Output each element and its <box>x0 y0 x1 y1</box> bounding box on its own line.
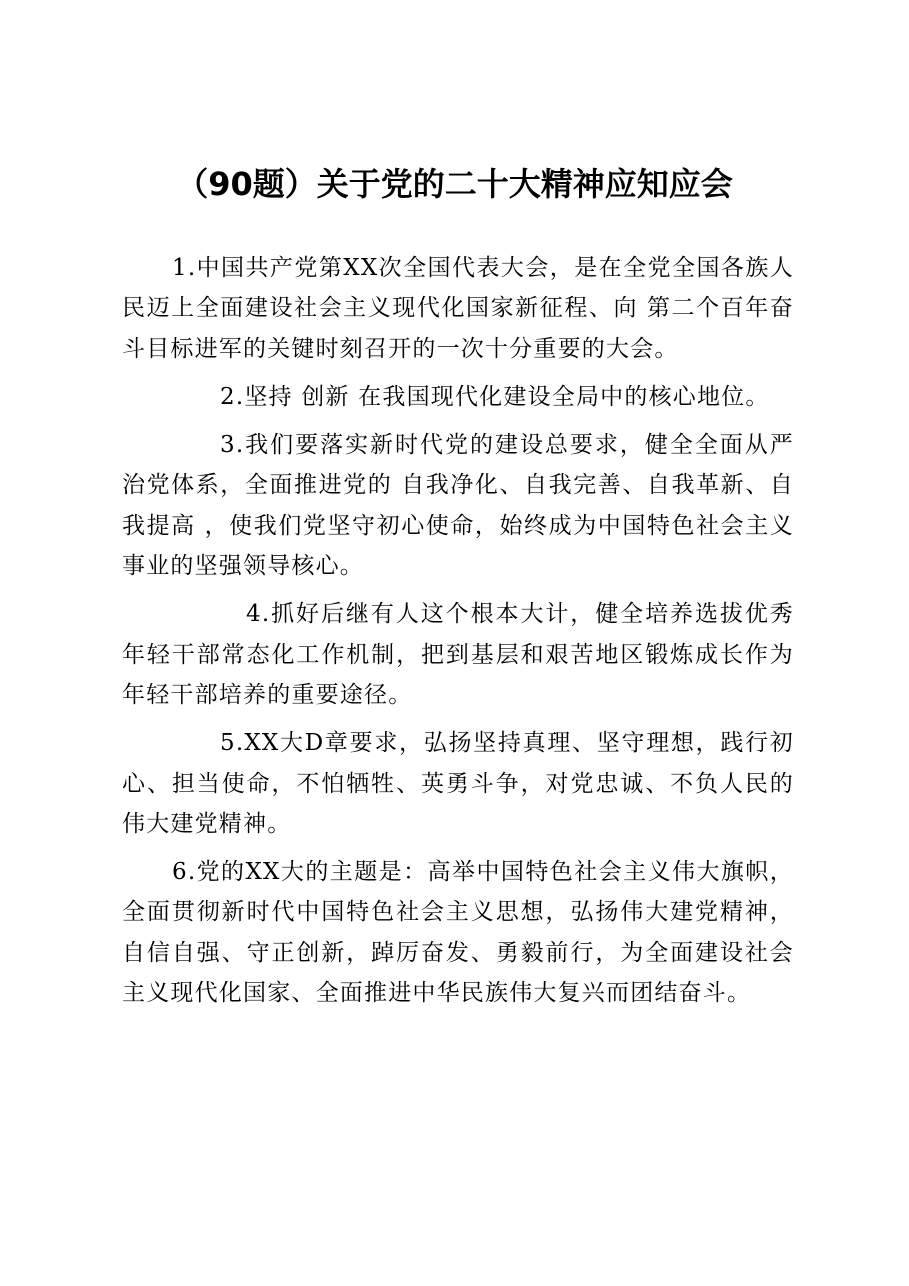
paragraph-4: 4.抓好后继有人这个根本大计，健全培养选拔优秀年轻干部常态化工作机制，把到基层和艰苦地区锻炼成长作为年轻干部培养的重要途径。 <box>122 601 794 708</box>
paragraph-3: 3.我们要落实新时代党的建设总要求，健全全面从严治党体系，全面推进党的 自我净化、自我完善、自我革新、自我提高 ，使我们党坚守初心使命，始终成为中国特色社会主义事业的坚强领导核心。 <box>122 432 794 580</box>
paragraph-6: 6.党的XX大的主题是：高举中国特色社会主义伟大旗帜，全面贯彻新时代中国特色社会主义思想，弘扬伟大建党精神，自信自强、守正创新，踔厉奋发、勇毅前行，为全面建设社会主义现代化国家、全面推进中华民族伟大复兴而团结奋斗。 <box>122 859 794 1007</box>
paragraph-5: 5.XX大D章要求，弘扬坚持真理、坚守理想，践行初心、担当使命，不怕牺牲、英勇斗争，对党忠诚、不负人民的伟大建党精神。 <box>122 730 794 837</box>
document-title: （90题）关于党的二十大精神应知应会 <box>176 165 733 203</box>
paragraph-2: 2.坚持 创新 在我国现代化建设全局中的核心地位。 <box>220 383 770 410</box>
document-body <box>122 248 794 1021</box>
paragraph-1: 1.中国共产党第XX次全国代表大会，是在全党全国各族人民迈上全面建设社会主义现代化国家新征程、向 第二个百年奋斗目标进军的关键时刻召开的一次十分重要的大会。 <box>122 255 794 362</box>
